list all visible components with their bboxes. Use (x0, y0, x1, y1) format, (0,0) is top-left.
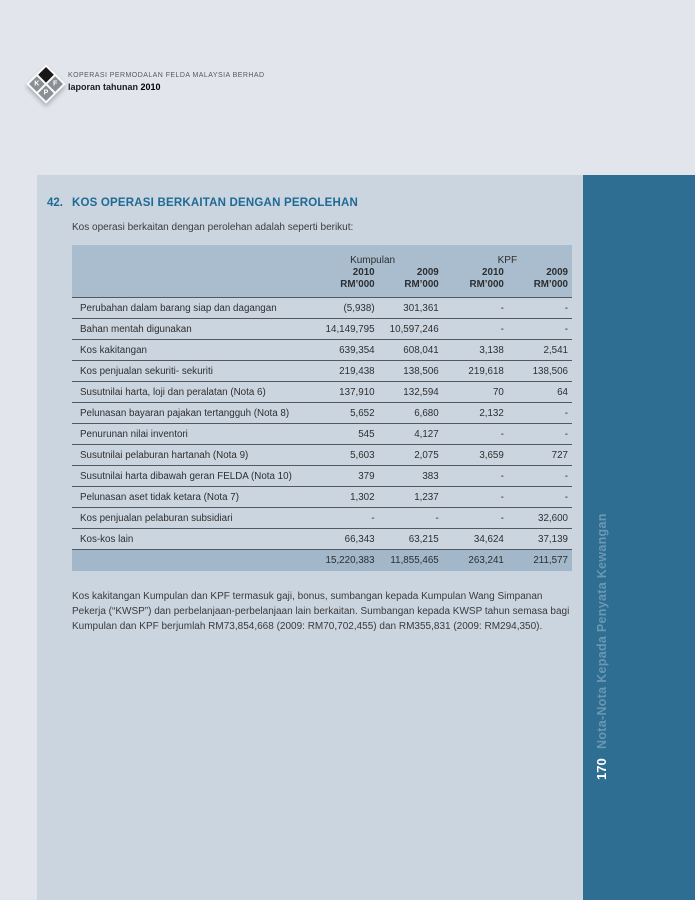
total-value: 11,855,465 (390, 555, 439, 566)
row-value: - (500, 302, 504, 314)
row-value: - (564, 323, 568, 335)
table-row (72, 298, 572, 319)
row-value: 608,041 (403, 344, 439, 356)
row-value: - (500, 512, 504, 524)
cost-table-body (72, 298, 572, 550)
row-value: 2,132 (479, 407, 504, 419)
row-value: - (564, 407, 568, 419)
row-value: - (371, 512, 375, 524)
section-number: 42. (47, 197, 63, 209)
table-row (72, 403, 572, 424)
total-label-cell (72, 550, 302, 572)
row-label: Susutnilai harta, loji dan peralatan (Nota 6) (80, 386, 266, 398)
row-value: - (564, 428, 568, 440)
row-label: Susutnilai harta dibawah geran FELDA (Nota 10) (80, 470, 292, 482)
header-text (68, 72, 265, 92)
column-unit: RM’000 (533, 279, 568, 290)
row-label: Kos-kos lain (80, 533, 134, 545)
column-header-kpf-2009 (508, 267, 572, 298)
row-value: - (500, 491, 504, 503)
table-row (72, 508, 572, 529)
total-row (72, 550, 572, 572)
table-row (72, 361, 572, 382)
row-value: 10,597,246 (389, 323, 439, 335)
row-value: 379 (358, 470, 375, 482)
row-value: 5,652 (350, 407, 375, 419)
column-header-kpf-2010 (443, 267, 508, 298)
row-value: 727 (551, 449, 568, 461)
table-row (72, 424, 572, 445)
row-label: Kos penjualan pelaburan subsidiari (80, 512, 233, 524)
row-value: (5,938) (343, 302, 375, 314)
empty-header-cell (72, 245, 302, 267)
row-value: 138,506 (532, 365, 568, 377)
row-value: - (435, 512, 439, 524)
row-value: 37,139 (538, 533, 568, 545)
row-label: Bahan mentah digunakan (80, 323, 192, 335)
year-header-row (72, 267, 572, 298)
sidebar-section-label: Nota-Nota Kepada Penyata Kewangan (595, 513, 609, 749)
row-value: 63,215 (408, 533, 439, 545)
row-value: - (500, 323, 504, 335)
row-value: 639,354 (339, 344, 375, 356)
total-value: 211,577 (533, 555, 568, 566)
column-header-kumpulan-2009 (379, 267, 443, 298)
row-value: 64 (557, 386, 568, 398)
note-paragraph: Kos kakitangan Kumpulan dan KPF termasuk gaji, bonus, sumbangan kepada Kumpulan Wang Simpanan Pekerja (“KWSP”) dan perbelanjaan-perbelanjaan lain berkaitan. Sumbangan kepada KWSP tahun semasa bagi Kumpulan dan KPF berjumlah RM73,854,668 (2009: RM70,702,455) dan RM355,831 (2009: RM294,350). (72, 591, 570, 632)
row-value: - (564, 302, 568, 314)
row-value: 219,438 (339, 365, 375, 377)
row-label: Pelunasan aset tidak ketara (Nota 7) (80, 491, 240, 503)
row-value: - (564, 491, 568, 503)
kpf-logo (26, 64, 66, 104)
row-value: 66,343 (344, 533, 375, 545)
table-row (72, 382, 572, 403)
row-value: 138,506 (403, 365, 439, 377)
row-value: 3,659 (479, 449, 504, 461)
row-value: 301,361 (403, 302, 439, 314)
row-value: 1,237 (414, 491, 439, 503)
cost-table-foot (72, 550, 572, 572)
row-value: - (564, 470, 568, 482)
column-group-kpf: KPF (497, 254, 518, 266)
row-value: - (500, 470, 504, 482)
row-value: - (500, 428, 504, 440)
section-heading (47, 197, 572, 209)
row-value: 1,302 (350, 491, 375, 503)
row-value: 14,149,795 (325, 323, 375, 335)
logo-letter-f: F (53, 80, 58, 88)
row-value: 2,075 (414, 449, 439, 461)
column-year: 2009 (416, 267, 439, 278)
empty-header-cell (72, 267, 302, 298)
total-value: 263,241 (468, 555, 504, 566)
row-value: 34,624 (473, 533, 504, 545)
group-header-row (72, 245, 572, 267)
column-group-kumpulan: Kumpulan (350, 254, 396, 266)
row-value: 4,127 (414, 428, 439, 440)
column-year: 2010 (352, 267, 375, 278)
table-row (72, 529, 572, 550)
column-unit: RM’000 (404, 279, 439, 290)
row-label: Kos penjualan sekuriti- sekuriti (80, 365, 213, 377)
logo-tile-p (38, 85, 54, 101)
row-value: 70 (492, 386, 504, 398)
row-label: Pelunasan bayaran pajakan tertangguh (Nota 8) (80, 407, 290, 419)
row-value: 6,680 (414, 407, 439, 419)
row-value: 3,138 (479, 344, 504, 356)
table-row (72, 466, 572, 487)
tagline-label: laporan tahunan (68, 82, 139, 92)
row-label: Susutnilai pelaburan hartanah (Nota 9) (80, 449, 249, 461)
cost-table (72, 245, 572, 571)
row-value: 32,600 (538, 512, 568, 524)
row-value: 545 (358, 428, 375, 440)
row-value: 137,910 (339, 386, 375, 398)
section-title: KOS OPERASI BERKAITAN DENGAN PEROLEHAN (72, 197, 358, 209)
side-tab (583, 175, 695, 900)
table-row (72, 340, 572, 361)
cost-table-head (72, 245, 572, 298)
table-row (72, 487, 572, 508)
tagline-year: 2010 (140, 82, 161, 92)
row-value: 383 (422, 470, 439, 482)
row-label: Perubahan dalam barang siap dan dagangan (80, 302, 277, 314)
logo-letter-k: K (34, 80, 40, 88)
page-number: 170 (594, 758, 609, 780)
row-value: 2,541 (543, 344, 568, 356)
column-header-kumpulan-2010 (302, 267, 378, 298)
report-tagline (68, 82, 265, 92)
column-year: 2010 (482, 267, 504, 278)
content-panel (37, 175, 583, 900)
column-unit: RM’000 (340, 279, 375, 290)
row-value: 132,594 (403, 386, 439, 398)
column-unit: RM’000 (469, 279, 504, 290)
row-label: Kos kakitangan (80, 344, 147, 356)
logo-letter-p: P (43, 89, 49, 97)
row-label: Penurunan nilai inventori (80, 428, 188, 440)
section-intro: Kos operasi berkaitan dengan perolehan adalah seperti berikut: (72, 222, 354, 233)
row-value: 5,603 (350, 449, 375, 461)
company-name: KOPERASI PERMODALAN FELDA MALAYSIA BERHAD (68, 72, 265, 79)
row-value: 219,618 (468, 365, 504, 377)
column-year: 2009 (546, 267, 568, 278)
table-row (72, 445, 572, 466)
table-row (72, 319, 572, 340)
total-value: 15,220,383 (325, 555, 375, 566)
